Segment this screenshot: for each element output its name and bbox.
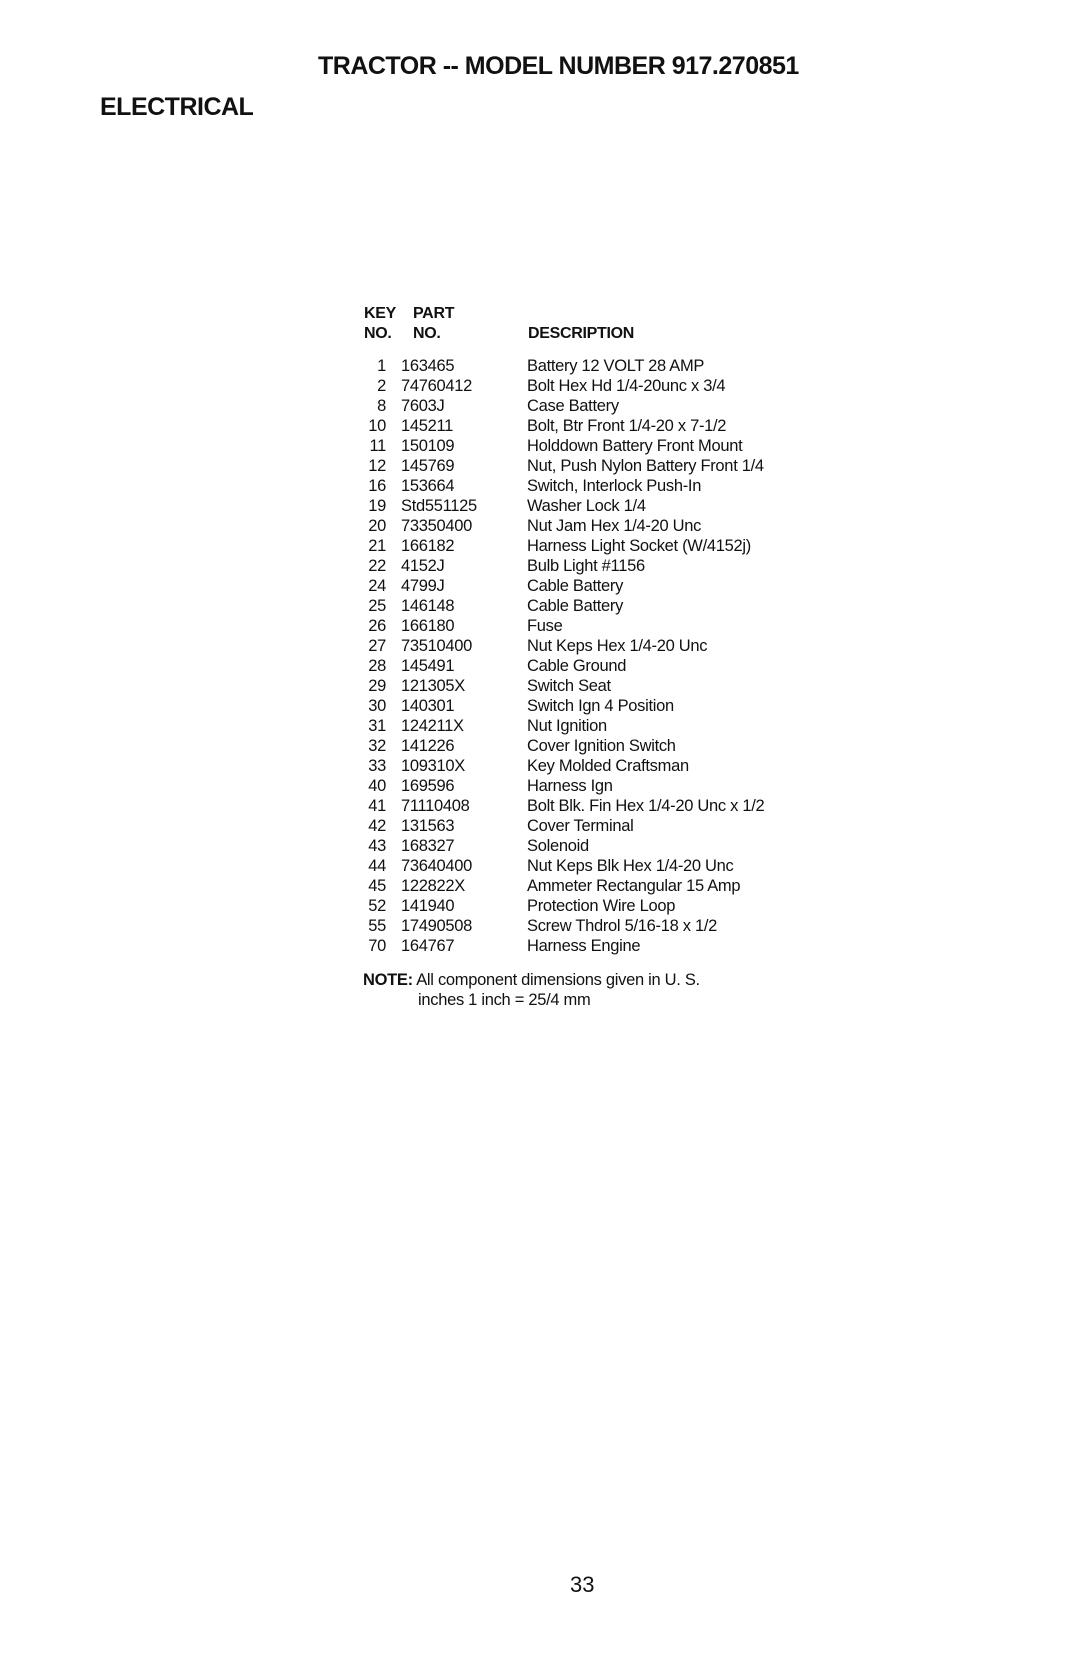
- table-row: [360, 476, 860, 496]
- part-number: 153664: [401, 477, 455, 495]
- table-row: [360, 356, 860, 376]
- key-number: 30: [368, 697, 386, 715]
- key-number: 42: [368, 817, 386, 835]
- part-number: 145769: [401, 457, 455, 475]
- key-number: 52: [368, 897, 386, 915]
- part-description: Cable Ground: [527, 657, 627, 675]
- key-number: 21: [368, 537, 386, 555]
- part-description: Screw Thdrol 5/16-18 x 1/2: [527, 917, 717, 935]
- key-number: 2: [377, 377, 386, 395]
- table-row: [360, 896, 860, 916]
- table-row: [360, 536, 860, 556]
- part-number: 166182: [401, 537, 455, 555]
- table-row: [360, 376, 860, 396]
- part-number: 150109: [401, 437, 455, 455]
- table-row: [360, 836, 860, 856]
- part-number: 7603J: [401, 397, 445, 415]
- part-number: 169596: [401, 777, 455, 795]
- section-title: ELECTRICAL: [100, 93, 254, 121]
- part-description: Nut Ignition: [527, 717, 607, 735]
- key-number: 31: [368, 717, 386, 735]
- part-number: 124211X: [401, 717, 464, 735]
- part-number: 164767: [401, 937, 455, 955]
- part-number: 4799J: [401, 577, 445, 595]
- table-row: [360, 416, 860, 436]
- key-number: 26: [368, 617, 386, 635]
- part-number: Std551125: [401, 497, 477, 515]
- note-label: NOTE:: [363, 971, 413, 989]
- parts-list: [360, 356, 860, 956]
- part-description: Holddown Battery Front Mount: [527, 437, 743, 455]
- key-number: 10: [368, 417, 386, 435]
- key-number: 27: [368, 637, 386, 655]
- key-number: 33: [368, 757, 386, 775]
- page-number: 33: [570, 1572, 595, 1597]
- table-row: [360, 616, 860, 636]
- key-number: 16: [368, 477, 386, 495]
- part-number: 71110408: [401, 797, 470, 815]
- part-number: 17490508: [401, 917, 473, 935]
- table-row: [360, 856, 860, 876]
- table-row: [360, 456, 860, 476]
- table-row: [360, 816, 860, 836]
- note: [363, 970, 700, 1010]
- part-description: Protection Wire Loop: [527, 897, 676, 915]
- description-header: DESCRIPTION: [528, 325, 635, 342]
- part-description: Harness Light Socket (W/4152j): [527, 537, 751, 555]
- part-description: Switch, Interlock Push-In: [527, 477, 702, 495]
- part-description: Switch Ign 4 Position: [527, 697, 674, 715]
- part-number: 74760412: [401, 377, 473, 395]
- table-row: [360, 556, 860, 576]
- key-number: 11: [369, 437, 386, 455]
- key-number: 41: [368, 797, 386, 815]
- table-row: [360, 716, 860, 736]
- key-number: 55: [368, 917, 386, 935]
- table-row: [360, 396, 860, 416]
- table-row: [360, 696, 860, 716]
- table-row: [360, 936, 860, 956]
- table-row: [360, 656, 860, 676]
- part-description: Nut Keps Blk Hex 1/4-20 Unc: [527, 857, 734, 875]
- part-description: Battery 12 VOLT 28 AMP: [527, 357, 705, 375]
- table-row: [360, 596, 860, 616]
- key-number: 44: [368, 857, 386, 875]
- part-header-top: PART: [413, 305, 455, 322]
- table-row: [360, 756, 860, 776]
- table-row: [360, 676, 860, 696]
- table-row: [360, 496, 860, 516]
- part-description: Fuse: [527, 617, 563, 635]
- table-row: [360, 516, 860, 536]
- part-description: Washer Lock 1/4: [527, 497, 646, 515]
- part-number: 141940: [401, 897, 455, 915]
- table-row: [360, 636, 860, 656]
- key-number: 70: [368, 937, 386, 955]
- part-number: 141226: [401, 737, 455, 755]
- key-number: 8: [377, 397, 386, 415]
- part-description: Cover Terminal: [527, 817, 634, 835]
- part-description: Cable Battery: [527, 577, 624, 595]
- part-description: Harness Ign: [527, 777, 613, 795]
- table-row: [360, 916, 860, 936]
- key-number: 32: [368, 737, 386, 755]
- key-header-bottom: NO.: [364, 325, 392, 342]
- part-number: 73510400: [401, 637, 473, 655]
- table-row: [360, 876, 860, 896]
- part-number: 122822X: [401, 877, 465, 895]
- key-number: 19: [368, 497, 386, 515]
- part-header-bottom: NO.: [413, 325, 441, 342]
- key-number: 28: [368, 657, 386, 675]
- part-description: Key Molded Craftsman: [527, 757, 689, 775]
- part-number: 166180: [401, 617, 455, 635]
- part-number: 131563: [401, 817, 455, 835]
- table-row: [360, 776, 860, 796]
- note-line2: inches 1 inch = 25/4 mm: [418, 991, 591, 1009]
- key-number: 40: [368, 777, 386, 795]
- part-description: Solenoid: [527, 837, 589, 855]
- part-description: Cable Battery: [527, 597, 624, 615]
- key-number: 25: [368, 597, 386, 615]
- key-number: 43: [368, 837, 386, 855]
- key-number: 22: [368, 557, 386, 575]
- part-number: 121305X: [401, 677, 465, 695]
- page-title: TRACTOR -- MODEL NUMBER 917.270851: [318, 52, 799, 80]
- part-description: Case Battery: [527, 397, 619, 415]
- table-row: [360, 576, 860, 596]
- part-number: 146148: [401, 597, 455, 615]
- key-number: 45: [368, 877, 386, 895]
- table-row: [360, 436, 860, 456]
- part-number: 145211: [401, 417, 454, 435]
- part-number: 73640400: [401, 857, 473, 875]
- part-number: 4152J: [401, 557, 445, 575]
- part-description: Switch Seat: [527, 677, 611, 695]
- part-description: Bolt, Btr Front 1/4-20 x 7-1/2: [527, 417, 727, 435]
- note-line1: All component dimensions given in U. S.: [416, 971, 700, 989]
- key-number: 20: [368, 517, 386, 535]
- key-header-top: KEY: [364, 305, 396, 322]
- part-number: 145491: [401, 657, 455, 675]
- part-number: 140301: [401, 697, 455, 715]
- part-description: Harness Engine: [527, 937, 641, 955]
- table-row: [360, 736, 860, 756]
- part-description: Nut Jam Hex 1/4-20 Unc: [527, 517, 702, 535]
- table-row: [360, 796, 860, 816]
- part-description: Ammeter Rectangular 15 Amp: [527, 877, 741, 895]
- key-number: 12: [368, 457, 386, 475]
- part-description: Nut Keps Hex 1/4-20 Unc: [527, 637, 708, 655]
- part-description: Bolt Blk. Fin Hex 1/4-20 Unc x 1/2: [527, 797, 765, 815]
- part-description: Bulb Light #1156: [527, 557, 645, 575]
- part-description: Bolt Hex Hd 1/4-20unc x 3/4: [527, 377, 726, 395]
- key-number: 24: [368, 577, 386, 595]
- part-number: 73350400: [401, 517, 473, 535]
- key-number: 29: [368, 677, 386, 695]
- part-description: Cover Ignition Switch: [527, 737, 676, 755]
- key-number: 1: [377, 357, 386, 375]
- part-description: Nut, Push Nylon Battery Front 1/4: [527, 457, 764, 475]
- part-number: 109310X: [401, 757, 465, 775]
- part-number: 163465: [401, 357, 455, 375]
- part-number: 168327: [401, 837, 455, 855]
